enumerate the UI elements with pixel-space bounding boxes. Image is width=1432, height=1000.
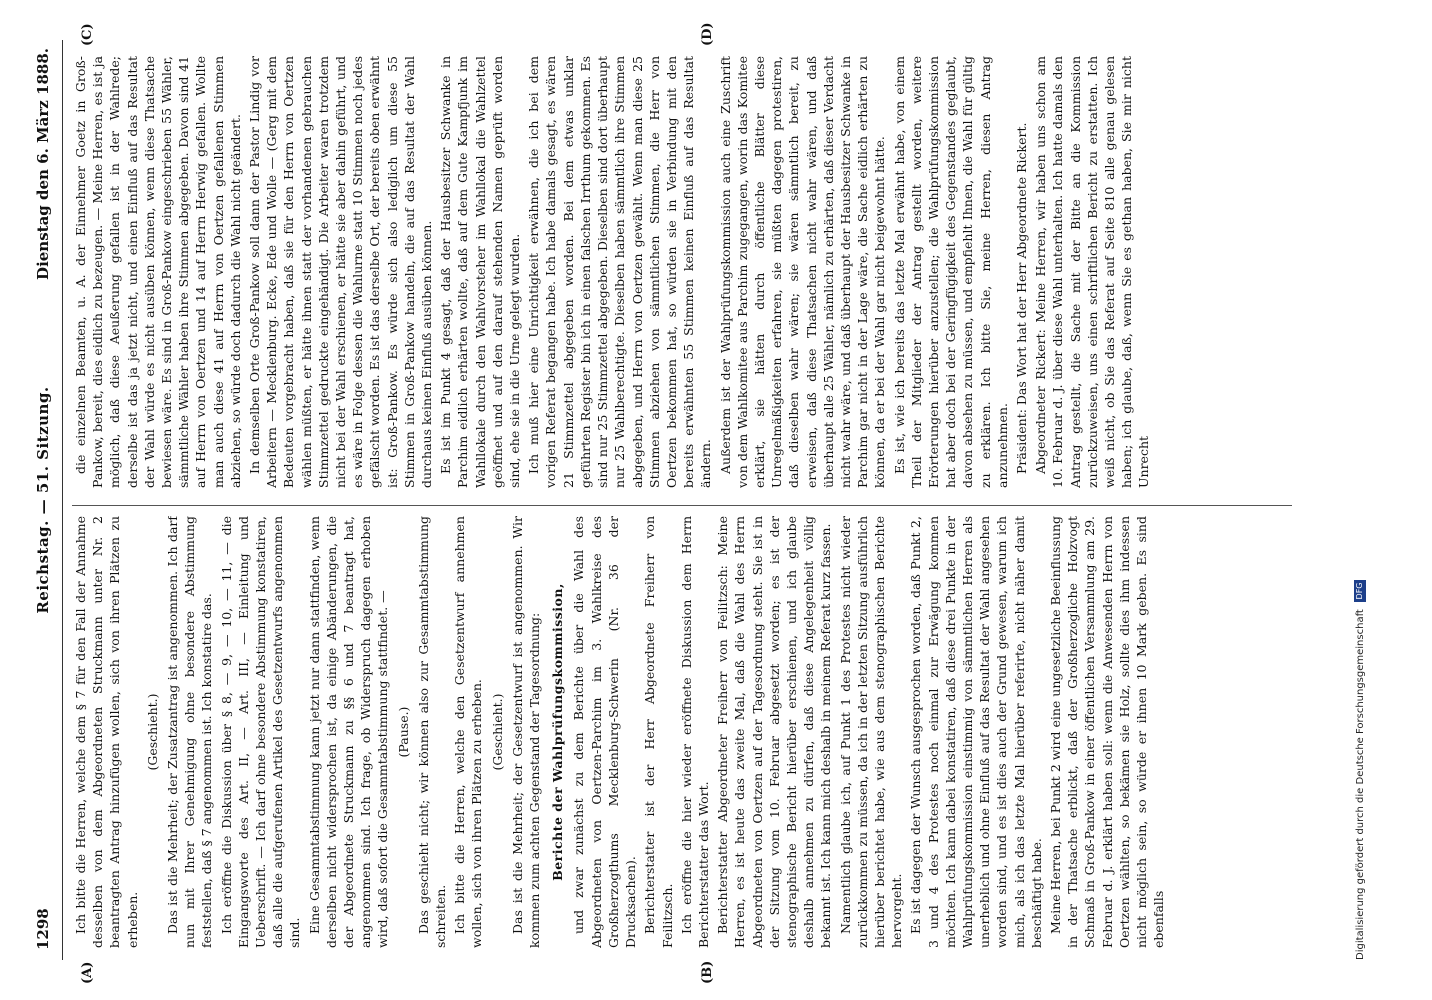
margin-mark-d: (D) — [700, 22, 715, 46]
paragraph: Das ist die Mehrheit; der Gesetzentwurf ist angenommen. Wir kommen zum achten Gegenstand der Tagesordnung: — [509, 516, 543, 948]
stage-direction: (Geschieht.) — [144, 693, 160, 771]
page-header — [28, 40, 58, 960]
paragraph: Abgeordneter Rickert: Meine Herren, wir haben uns schon am 10. Februar d. J. über diese Wahl unterhalten. Ich hatte damals den Antrag gestellt, die Sache mit der Bitte an die Kommission zurückzuweisen, uns einen schriftlichen Bericht zu erstatten. Ich weiß nicht, ob Sie das Referat auf Seite 810 alle genau gelesen haben; ich glaube, daß, wenn Sie es gethan haben, Sie mir nicht Unrecht — [1033, 56, 1152, 488]
paragraph: die einzelnen Beamten, u. A. der Einnehmer Goetz in Groß-Pankow, bereit, dies eidlich zu bezeugen. — Meine Herren, es ist ja möglich, daß diese Aeußerung gefallen ist in der Wahlrede; derselbe ist das ja jetzt nicht, und einen Einfluß auf das Resultat der Wahl würde es nicht ausüben können, wenn diese Thatsache bewiesen wäre. Es sind in Groß-Pankow eingeschrieben 55 Wähler, sämmtliche Wähler haben ihre Stimmen abgegeben. Davon sind 41 auf Herrn von Oertzen und 14 auf Herrn Herwig gefallen. Wollte man auch diese 41 auf Herrn von Oertzen gefallenen Stimmen abziehen, so würde doch dadurch die Wahl nicht geändert. — [73, 56, 243, 488]
page-number: 1298 — [34, 908, 52, 950]
paragraph: In demselben Orte Groß-Pankow soll dann der Pastor Lindig vor Arbeitern — Mecklenburg. Ecke, Ede und Wolle — (Gerg mit dem Bedeuten vorgebracht haben, daß sie für den Herrn von Oertzen wählen müßten, er hätte ihnen statt der vorhandenen gebrauchen Stimmzettel gedruckte eingehändigt. Die Arbeiter waren trotzdem nicht bei der Wahl erschienen, er hätte sie aber dahin geführt, und es wäre in Folge dessen die Wahlurne statt 10 Stimmen noch jedes gefälscht worden. Es ist das derselbe Ort, der bereits oben erwähnt ist: Groß-Pankow. Es würde sich also lediglich um diese 55 Stimmen in Groß-Pankow handeln, die auf das Resultat der Wahl durchaus keinen Einfluß ausüben können. — [247, 56, 435, 488]
paragraph: Namentlich glaube ich, auf Punkt 1 des Protestes nicht wieder zurückkommen zu müssen, da ich in der letzten Sitzung ausführlich hierüber berichtet habe, wie aus dem stenographischen Berichte hervorgeht. — [837, 516, 905, 948]
page-title: Reichstag. — 51. Sitzung. — [34, 386, 52, 614]
paragraph: Präsident: Das Wort hat der Herr Abgeordnete Rickert. — [1013, 122, 1029, 474]
paragraph: Das ist die Mehrheit; der Zusatzantrag ist angenommen. Ich darf nun mit Ihrer Genehmigung ohne besondere Abstimmung feststellen, daß § 7 angenommen ist. Ich konstatire das. — [165, 516, 215, 948]
paragraph: Es ist, wie ich bereits das letzte Mal erwähnt habe, von einem Theil der Mitglieder der Antrag gestellt worden, weitere Erörterungen hierüber anzustellen; die Wahlprüfungskommission hat aber doch bei der Geringfügigkeit des Gegenstandes geglaubt, davon absehen zu müssen, und empfiehlt Ihnen, die Wahl für gültig zu erklären. Ich bitte Sie, meine Herren, diesen Antrag anzunehmen. — [891, 56, 1010, 488]
paragraph: Berichterstatter Abgeordneter Freiherr von Feilitzsch: Meine Herren, es ist heute das zweite Mal, daß die Wahl des Herrn Abgeordneten von Oertzen auf der Tagesordnung steht. Sie ist in der Sitzung vom 10. Februar abgesetzt worden; es ist der stenographische Bericht hierüber erschienen, und ich glaube deshalb annehmen zu dürfen, daß diese Angelegenheit völlig bekannt ist. Ich kann mich deshalb in meinem Referat kurz fassen. — [715, 516, 834, 948]
paragraph: Ich bitte die Herren, welche den Gesetzentwurf annehmen wollen, sich von ihren Plätzen zu erheben. — [452, 516, 485, 948]
dfg-logo: DFG — [1354, 580, 1366, 602]
footer — [1354, 40, 1366, 960]
margin-mark-a: (A) — [80, 961, 95, 984]
stage-direction: (Geschieht.) — [489, 693, 505, 771]
paragraph: Außerdem ist der Wahlprüfungskommission auch eine Zuschrift von dem Wahlkomitee aus Parchim zugegangen, worin das Komitee erklärt, sie hätten durch öffentliche Blätter diese Unregelmäßigkeiten erfahren, sie müßten dagegen protestiren, daß dieselben wahr wären; sie wären sämmtlich bereit, zu erweisen, daß diese Thatsachen nicht wahr wären, und daß überhaupt alle 25 Wähler, nämlich zu erhärten, daß dieser Verdacht nicht wahr wäre, und daß überhaupt der Hausbesitzer Schwanke in Parchim gar nicht in der Lage wäre, die Sache eidlich erhärten zu können, da er bei der Wahl gar nicht beigewohnt hätte. — [717, 56, 888, 488]
right-column — [72, 56, 1302, 488]
paragraph: Es ist dagegen der Wunsch ausgesprochen worden, daß Punkt 2, 3 und 4 des Protestes noch einmal zur Erwägung kommen möchten. Ich kann dabei konstatiren, daß diese drei Punkte in der Wahlprüfungskommission einstimmig von sämmtlichen Herren als unerheblich und ohne Einfluß auf das Resultat der Wahl angesehen worden sind, und es ist dies auch der Grund gewesen, warum ich mich, als ich das letzte Mal hierüber referirte, nicht näher damit beschäftigt habe. — [908, 516, 1044, 948]
paragraph: Meine Herren, bei Punkt 2 wird eine ungesetzliche Beeinflussung in der Thatsache erblickt, daß der Großherzogliche Holzvogt Schmaß in Groß-Pankow in einer öffentlichen Versammlung am 29. Februar d. J. erklärt haben soll: wenn die Anwesenden Herrn von Oertzen wählten, so bekämen sie Holz, sollte dies ihm indessen nicht möglich sein, so würde er ihnen 10 Mark geben. Es sind ebenfalls — [1047, 516, 1167, 948]
margin-mark-c: (C) — [80, 23, 95, 46]
paragraph: Berichterstatter ist der Herr Abgeordnete Freiherr von Feilitzsch. — [642, 516, 675, 948]
section-heading: Berichte der Wahlprüfungskommission, — [550, 583, 566, 881]
paragraph: Ich bitte die Herren, welche dem § 7 für den Fall der Annahme desselben von dem Abgeordneten Struckmann unter Nr. 2 beantragten Antrag hinzufügen wollen, sich von ihren Plätzen zu erheben. — [73, 516, 140, 948]
session-date: Dienstag den 6. März 1888. — [34, 48, 52, 280]
paragraph: Ich eröffne die Diskussion über § 8, — 9, — 10, — 11, — die Eingangsworte des Art. II, — Art. III, — Einleitung und Ueberschrift. — Ich darf ohne besondere Abstimmung konstatiren, daß alle die aufgerufenen Artikel des Gesetzentwurfs angenommen sind. — [218, 516, 303, 948]
paragraph: Eine Gesammtabstimmung kann jetzt nur dann stattfinden, wenn derselben nicht widersprochen ist, da einige Abänderungen, die der Abgeordnete Struckmann zu §§ 6 und 7 beantragt hat, angenommen sind. Ich frage, ob Widerspruch dagegen erhoben wird, daß sofort die Gesammtabstimmung stattfindet. — — [306, 516, 391, 948]
column-divider — [72, 505, 1292, 506]
paragraph: Es ist im Punkt 4 gesagt, daß der Hausbesitzer Schwanke in Parchim eidlich erhärten wollte, daß auf dem Gute Kampfjunk im Wahllokale durch den Wahlvorsteher im Wahllokal die Wahlzettel geöffnet und auf den darauf stehenden Namen geprüft worden sind, ehe sie in die Urne gelegt wurden. — [438, 56, 523, 488]
paragraph: Das geschieht nicht; wir können also zur Gesammtabstimmung schreiten. — [415, 516, 449, 948]
paragraph: Ich eröffne die hier wieder eröffnete Diskussion dem Herrn Berichterstatter das Wort. — [678, 516, 711, 948]
stage-direction: (Pause.) — [395, 706, 411, 758]
paragraph: und zwar zunächst zu dem Berichte über die Wahl des Abgeordneten von Oertzen-Parchim im 3. Wahlkreise des Großherzogthums Mecklenburg-Schwerin (Nr. 36 der Drucksachen). — [571, 516, 639, 948]
footer-text: Digitalisierung gefördert durch die Deutsche Forschungsgemeinschaft — [1355, 609, 1366, 960]
margin-mark-b: (B) — [700, 960, 715, 984]
left-column — [72, 516, 1302, 948]
header-rule — [62, 40, 63, 960]
paragraph: Ich muß hier eine Unrichtigkeit erwähnen, die ich bei dem vorigen Referat begangen habe. Ich habe damals gesagt, es wären 21 Stimmzettel abgegeben worden. Bei dem etwas unklar geführten Register bin ich in einen falschen Irrthum gekommen. Es sind nur 25 Stimmzettel abgegeben. Dieselben sind dort überhaupt nur 25 Wahlberechtigte. Dieselben haben sämmtlich ihre Stimmen abgegeben, und Herrn von Oertzen gewählt. Wenn man diese 25 Stimmen abziehen von sämmtlichen Stimmen, die Herr von Oertzen bekommen hat, so würden sie in Verbindung mit den bereits erwähnten 55 Stimmen keinen Einfluß auf das Resultat ändern. — [526, 56, 714, 488]
